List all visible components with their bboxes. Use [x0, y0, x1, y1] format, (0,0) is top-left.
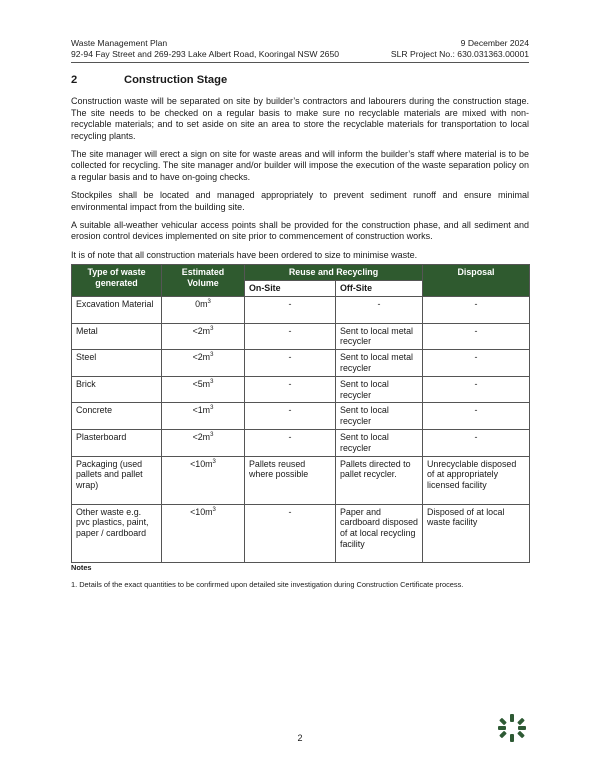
table-row	[72, 403, 530, 430]
cell-volume: $<1m^3$	[162, 403, 245, 430]
section-title: Construction Stage	[124, 74, 228, 86]
note-item: 1. Details of the exact quantities to be confirmed upon detailed site investigation during Construction Certificate process.	[71, 580, 464, 589]
table-row	[72, 296, 530, 323]
cell-off-site: Paper and cardboard disposed of at local recycling facility	[336, 504, 423, 562]
cell-on-site: -	[245, 376, 336, 403]
cell-disposal: Disposed of at local waste facility	[423, 504, 530, 562]
section-number: 2	[71, 74, 78, 86]
cell-on-site: -	[245, 429, 336, 456]
cell-off-site: -	[336, 296, 423, 323]
cell-volume: $<2m^3$	[162, 350, 245, 377]
cell-off-site: Sent to local recycler	[336, 403, 423, 430]
cell-disposal: -	[423, 376, 530, 403]
waste-table	[71, 264, 530, 563]
cell-type: Concrete	[72, 403, 162, 430]
cell-disposal: -	[423, 350, 530, 377]
page-header	[71, 38, 529, 60]
table-row	[72, 456, 530, 504]
document-date: 9 December 2024	[460, 38, 529, 48]
cell-volume: $<10m^3$	[162, 456, 245, 504]
cell-on-site: -	[245, 323, 336, 350]
cell-type: Plasterboard	[72, 429, 162, 456]
header-disposal: Disposal	[423, 265, 530, 297]
page-number: 2	[297, 733, 303, 743]
cell-volume: $<2m^3$	[162, 429, 245, 456]
cell-off-site: Sent to local recycler	[336, 429, 423, 456]
cell-on-site: -	[245, 403, 336, 430]
cell-disposal: -	[423, 403, 530, 430]
cell-volume: $<2m^3$	[162, 323, 245, 350]
notes-title: Notes	[71, 563, 92, 572]
paragraph: A suitable all-weather vehicular access points shall be provided for the construction phase, and all sediment and erosion control devices implemented on site prior to commencement of construction works.	[71, 219, 529, 242]
header-divider	[71, 62, 529, 63]
table-row	[72, 504, 530, 562]
cell-on-site: -	[245, 296, 336, 323]
table-row	[72, 429, 530, 456]
header-reuse: Reuse and Recycling	[245, 265, 423, 281]
cell-type: Other waste e.g. pvc plastics, paint, paper / cardboard	[72, 504, 162, 562]
cell-on-site: Pallets reused where possible	[245, 456, 336, 504]
cell-type: Steel	[72, 350, 162, 377]
section-heading	[71, 74, 227, 86]
cell-off-site: Pallets directed to pallet recycler.	[336, 456, 423, 504]
body-text	[71, 96, 529, 268]
cell-disposal: -	[423, 323, 530, 350]
project-number: SLR Project No.: 630.031363.00001	[390, 49, 529, 59]
cell-off-site: Sent to local metal recycler	[336, 323, 423, 350]
cell-volume: $<10m^3$	[162, 504, 245, 562]
header-off-site: Off-Site	[336, 280, 423, 296]
table-row	[72, 323, 530, 350]
cell-type: Metal	[72, 323, 162, 350]
cell-disposal: Unrecyclable disposed of at appropriately licensed facility	[423, 456, 530, 504]
cell-type: Packaging (used pallets and pallet wrap)	[72, 456, 162, 504]
header-volume: Estimated Volume	[162, 265, 245, 297]
cell-disposal: -	[423, 296, 530, 323]
slr-logo-icon	[497, 713, 527, 743]
paragraph: It is of note that all construction materials have been ordered to size to minimise waste.	[71, 249, 418, 260]
cell-type: Brick	[72, 376, 162, 403]
table-row	[72, 350, 530, 377]
document-title: Waste Management Plan	[71, 38, 168, 48]
cell-off-site: Sent to local recycler	[336, 376, 423, 403]
header-type: Type of waste generated	[72, 265, 162, 297]
site-address: 92-94 Fay Street and 269-293 Lake Albert Road, Kooringal NSW 2650	[71, 49, 340, 59]
cell-on-site: -	[245, 504, 336, 562]
cell-on-site: -	[245, 350, 336, 377]
cell-volume: $<5m^3$	[162, 376, 245, 403]
paragraph: Stockpiles shall be located and managed appropriately to prevent sediment runoff and ensure minimal environmental impact from the building site.	[71, 190, 529, 212]
cell-volume: $0m^3$	[162, 296, 245, 323]
paragraph: Construction waste will be separated on site by builder’s contractors and labourers during the construction stage. The site needs to be checked on a regular basis to make sure no recyclable materials are mixed with non-recyclable materials; and to set aside on site an area to store the recyclable materials for transportation to local recycling plants.	[71, 96, 529, 141]
cell-off-site: Sent to local metal recycler	[336, 350, 423, 377]
header-on-site: On-Site	[245, 280, 336, 296]
paragraph: The site manager will erect a sign on site for waste areas and will inform the builder’s staff where material is to be collected for recycling. The site manager and/or builder will impose the execution of the waste separation policy on a regular basis and to have on-going checks.	[71, 148, 529, 183]
cell-disposal: -	[423, 429, 530, 456]
cell-type: Excavation Material	[72, 296, 162, 323]
table-row	[72, 376, 530, 403]
